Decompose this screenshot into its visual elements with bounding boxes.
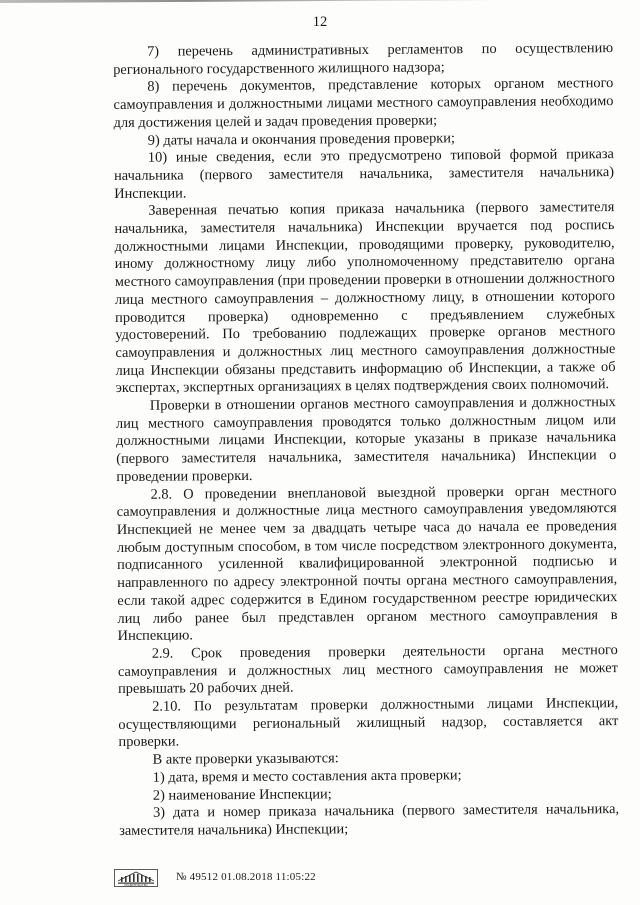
paragraph-act-item-2: 2) наименование Инспекции; [152,785,332,804]
paragraph-2-10: 2.10. По результатам проверки должностными лицами Инспекции, осуществляющими региональный жилищный надзор, составляется акт проверки. [118,695,619,751]
paragraph-2-8: 2.8. О проведении внеплановой выездной проверки орган местного самоуправления и должностные лица местного самоуправления уведомляются Инспекцией не менее чем за двадцать четыре часа до начала ее проведения любым доступным способом, в том числе посредством электронного документа, подписанного усиленной квалифицированной электронной подписью и направленного по адресу электронной почты органа местного самоуправления, если такой адрес содержится в Едином государственном реестре юридических лиц либо ранее был представлен органом местного самоуправления в Инспекцию. [116,482,618,645]
paragraph-item-8: 8) перечень документов, представление которых органом местного самоуправления и должностными лицами местного самоуправления необходимо для достижения целей и задач проведения проверки; [113,75,614,131]
scan-edge-line [0,0,640,3]
paragraph-act-item-1: 1) дата, время и место составления акта проверки; [152,767,462,786]
paragraph-inspections: Проверки в отношении органов местного самоуправления и должностных лиц местного самоуправления проводятся только должностным лицом или должностными лицами Инспекции, которые указаны в приказе начальника (первого заместителя начальника, заместителя начальника) Инспекции о проведении проверки. [115,394,617,485]
paragraph-order-copy: Заверенная печатью копия приказа начальника (первого заместителя начальника, заместителя начальника) Инспекции вручается под роспись должностными лицами Инспекции, проводящими проверку, руководителю, иному должностному лицу либо уполномоченному представителю органа местного самоуправления (при проведении проверки в отношении должностного лица местного самоуправления – должностному лицу, в отношении которого проводится проверка) одновременно с предъявлением служебных удостоверений. По требованию подлежащих проверке органов местного самоуправления и должностных лиц местного самоуправления должностные лица Инспекции обязаны представить информацию об Инспекции, а также об экспертах, экспертных организациях в целях подтверждения своих полномочий. [114,199,616,397]
stamp-caption: ПРАВИТЕЛЬСТВО [124,884,148,887]
paragraph-item-7: 7) перечень административных регламентов по осуществлению регионального государственного жилищного надзора; [113,40,614,78]
paragraph-act-item-3: 3) дата и номер приказа начальника (первого заместителя начальника, заместителя начальника) Инспекции; [119,801,620,839]
footer [114,867,534,891]
document-registration-info: № 49512 01.08.2018 11:05:22 [176,871,316,883]
document-body [113,40,619,841]
paragraph-2-9: 2.9. Срок проведения проверки деятельности органа местного самоуправления и должностных лиц местного самоуправления не может превышать 20 рабочих дней. [117,641,618,698]
page-number: 12 [312,14,328,30]
paragraph-item-9: 9) даты начала и окончания проведения проверки; [147,129,456,149]
paragraph-act-intro: В акте проверки указываются: [152,750,339,768]
government-logo-icon [114,869,158,887]
paragraph-item-10: 10) иные сведения, если это предусмотрено типовой формой приказа начальника (первого заместителя начальника, заместителя начальника) Инспекции. [113,146,615,202]
